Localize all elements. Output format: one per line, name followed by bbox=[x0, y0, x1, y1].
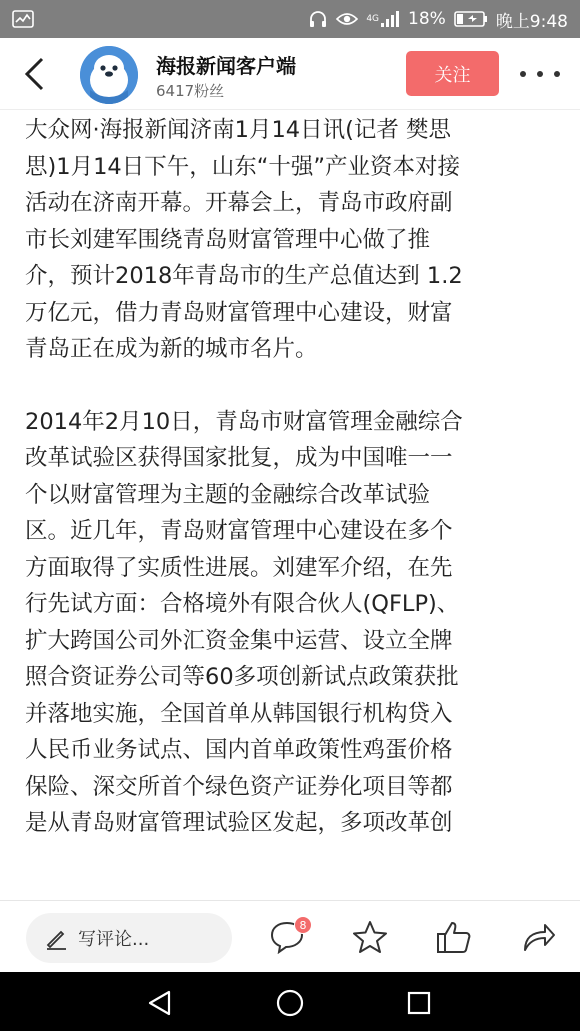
text-line: 大众网·海报新闻济南1月14日讯(记者 樊思 bbox=[25, 117, 452, 143]
fans-count: 6417粉丝 bbox=[156, 82, 225, 100]
square-recents-icon bbox=[404, 988, 434, 1018]
status-bar bbox=[0, 0, 580, 38]
text-line: 2014年2月10日，青岛市财富管理金融综合 bbox=[25, 408, 463, 435]
battery-icon bbox=[454, 10, 488, 28]
text-line: 照合资证券公司等60多项创新试点政策获批 bbox=[25, 664, 459, 690]
paragraph bbox=[25, 404, 565, 842]
headphones-icon bbox=[308, 10, 328, 28]
pen-icon bbox=[44, 925, 70, 951]
text-line: 行先试方面：合格境外有限合伙人(QFLP)、 bbox=[25, 591, 460, 617]
network-type: 4G bbox=[366, 14, 380, 24]
text-line: 介，预计2018年青岛市的生产总值达到 1.2 bbox=[25, 263, 463, 289]
nav-home-button[interactable] bbox=[273, 986, 307, 1020]
comment-input[interactable] bbox=[26, 913, 232, 963]
like-button[interactable] bbox=[434, 917, 474, 957]
nav-recents-button[interactable] bbox=[402, 986, 436, 1020]
text-line: 保险、深交所首个绿色资产证券化项目等都 bbox=[25, 773, 453, 800]
comment-count-badge: 8 bbox=[294, 916, 312, 934]
circle-home-icon bbox=[275, 988, 305, 1018]
text-line: 个以财富管理为主题的金融综合改革试验 bbox=[25, 481, 431, 508]
text-line: 方面取得了实质性进展。刘建军介绍，在先 bbox=[25, 554, 453, 581]
text-line: 人民币业务试点、国内首单政策性鸡蛋价格 bbox=[25, 737, 453, 763]
seal-logo-icon bbox=[80, 46, 138, 104]
text-line: 是从青岛财富管理试验区发起，多项改革创 bbox=[25, 810, 453, 836]
text-line: 并落地实施，全国首单从韩国银行机构贷入 bbox=[25, 700, 453, 727]
text-line: 市长刘建军围绕青岛财富管理中心做了推 bbox=[25, 226, 431, 253]
follow-button[interactable]: 关注 bbox=[406, 51, 499, 96]
share-button[interactable] bbox=[519, 917, 559, 957]
text-line: 区。近几年，青岛财富管理中心建设在多个 bbox=[25, 518, 453, 544]
more-button[interactable] bbox=[520, 60, 560, 88]
action-bar bbox=[0, 900, 580, 972]
share-arrow-icon bbox=[521, 920, 557, 954]
triangle-back-icon bbox=[145, 988, 175, 1018]
text-line: 扩大跨国公司外汇资金集中运营、设立全牌 bbox=[25, 627, 453, 654]
comment-placeholder: 写评论... bbox=[78, 929, 150, 950]
system-nav-bar bbox=[0, 972, 580, 1031]
account-header bbox=[0, 38, 580, 110]
text-line: 万亿元，借力青岛财富管理中心建设，财富 bbox=[25, 299, 453, 326]
star-icon bbox=[351, 919, 389, 955]
text-line: 青岛正在成为新的城市名片。 bbox=[25, 336, 318, 362]
account-name[interactable]: 海报新闻客户端 bbox=[156, 54, 296, 78]
text-line: 改革试验区获得国家批复，成为中国唯一一 bbox=[25, 445, 453, 471]
nav-back-button[interactable] bbox=[143, 986, 177, 1020]
eye-icon bbox=[336, 11, 358, 27]
text-line: 活动在济南开幕。开幕会上，青岛市政府副 bbox=[25, 190, 453, 216]
article-body bbox=[25, 112, 565, 900]
clock: 晚上9:48 bbox=[495, 11, 568, 32]
signal-icon bbox=[366, 10, 400, 28]
avatar[interactable] bbox=[80, 46, 138, 104]
text-line: 思)1月14日下午，山东“十强”产业资本对接 bbox=[25, 153, 461, 180]
favorite-button[interactable] bbox=[350, 917, 390, 957]
back-button[interactable] bbox=[20, 56, 50, 92]
chevron-left-icon bbox=[20, 56, 50, 92]
more-dots-icon bbox=[520, 71, 526, 77]
battery-percent: 18% bbox=[408, 9, 446, 29]
thumbs-up-icon bbox=[435, 919, 473, 955]
activity-monitor-icon bbox=[12, 10, 34, 28]
paragraph bbox=[25, 112, 565, 368]
